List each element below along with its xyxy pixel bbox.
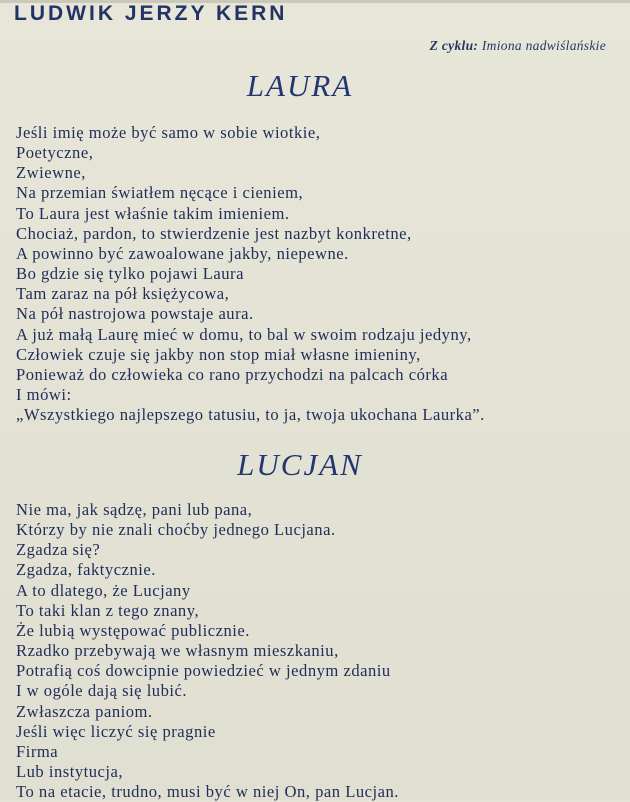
poem-title-lucjan: LUCJAN [237, 447, 363, 482]
poem-line: Nie ma, jak sądzę, pani lub pana, [16, 500, 253, 519]
poem-line: To na etacie, trudno, musi być w niej On, pan Lucjan. [16, 782, 399, 802]
cycle-label: Z cyklu: [429, 38, 479, 53]
poem-line: Zgadza, faktycznie. [16, 560, 156, 580]
poem-line: Poetyczne, [16, 143, 94, 163]
poem-line: I w ogóle dają się lubić. [16, 681, 188, 701]
poem-line: Człowiek czuje się jakby non stop miał własne imieniny, [16, 344, 421, 364]
poem-line: Zwiewne, [16, 163, 86, 183]
poem-line: Zwłaszcza paniom. [16, 701, 153, 721]
poem-line: A powinno być zawoalowane jakby, niepewne. [16, 243, 349, 263]
poem-line: Lub instytucja, [16, 762, 124, 782]
poem-line: I mówi: [16, 385, 72, 405]
poem-line: A już małą Laurę mieć w domu, to bal w swoim rodzaju jedyny, [16, 324, 472, 344]
poem-line: Ponieważ do człowieka co rano przychodzi na palcach córka [16, 364, 449, 384]
poem-line: Zgadza się? [16, 540, 101, 560]
poem-line: Rzadko przebywają we własnym mieszkaniu, [16, 641, 339, 661]
poem-body-laura [16, 123, 624, 425]
poem-line: Tam zaraz na pół księżycowa, [16, 284, 230, 304]
poem-line: A to dlatego, że Lucjany [16, 580, 191, 600]
poem-line: Chociaż, pardon, to stwierdzenie jest nazbyt konkretne, [16, 223, 412, 243]
poem-line: Którzy by nie znali choćby jednego Lucjana. [16, 520, 336, 540]
poem-line: „Wszystkiego najlepszego tatusiu, to ja, twoja ukochana Laurka”. [16, 405, 485, 425]
poem-line: Że lubią występować publicznie. [16, 620, 250, 640]
poem-line: Jeśli więc liczyć się pragnie [16, 721, 216, 741]
poem-line: Na pół nastrojowa powstaje aura. [16, 304, 254, 324]
poem-line: Bo gdzie się tylko pojawi Laura [16, 264, 244, 284]
poem-line: Na przemian światłem nęcące i cieniem, [16, 183, 304, 203]
poem-line: Potrafią coś dowcipnie powiedzieć w jednym zdaniu [16, 661, 391, 681]
poem-title-laura: LAURA [246, 68, 354, 103]
cycle-caption [430, 38, 606, 54]
poem-body-lucjan [16, 500, 624, 802]
cycle-name: Imiona nadwiślańskie [481, 38, 606, 53]
poem-line: To taki klan z tego znany, [16, 600, 200, 620]
poem-line: Firma [16, 741, 59, 761]
author-name: LUDWIK JERZY KERN [14, 2, 288, 25]
poem-line: To Laura jest właśnie takim imieniem. [16, 203, 290, 223]
poem-line: Jeśli imię może być samo w sobie wiotkie, [16, 123, 321, 142]
